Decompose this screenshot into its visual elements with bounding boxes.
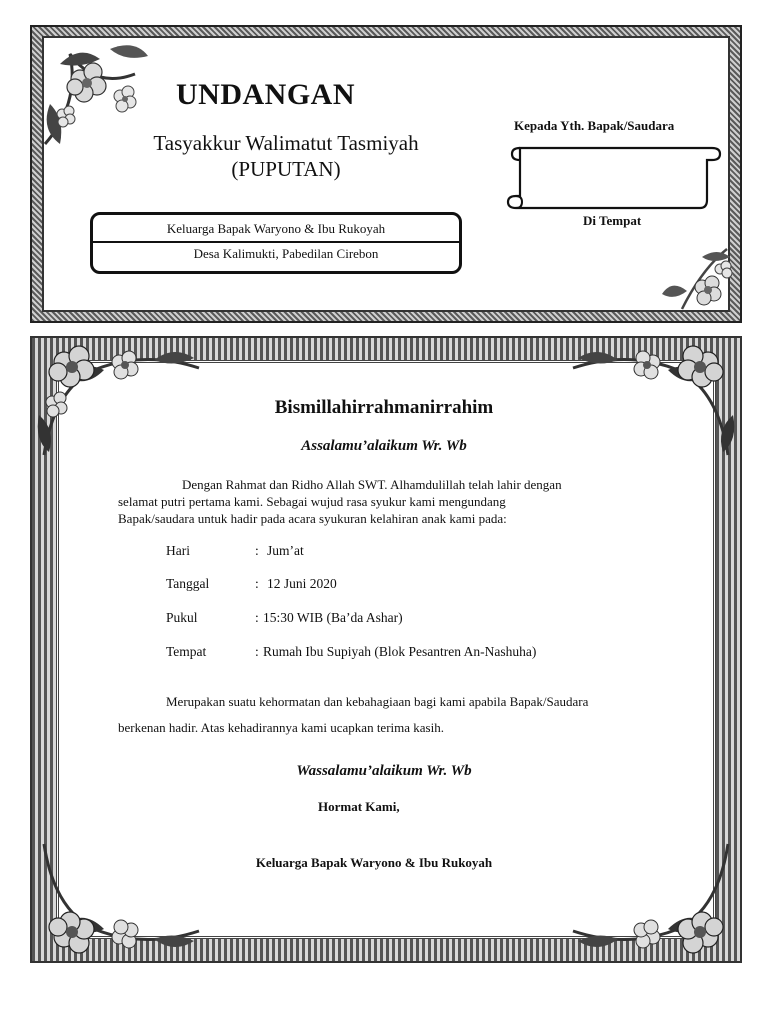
detail-label: Hari (166, 543, 190, 558)
detail-separator: : (255, 610, 259, 625)
intro-line-1: Dengan Rahmat dan Ridho Allah SWT. Alhamdulillah telah lahir dengan (182, 477, 562, 492)
detail-value: Jum’at (267, 543, 304, 558)
host-family-name: Keluarga Bapak Waryono & Ibu Rukoyah (166, 221, 386, 236)
cover-inner-panel (42, 36, 730, 312)
detail-value: Rumah Ibu Supiyah (Blok Pesantren An-Nashuha) (263, 644, 537, 659)
detail-label: Tanggal (166, 576, 210, 591)
detail-label: Tempat (166, 644, 207, 659)
detail-value: 12 Juni 2020 (267, 576, 337, 591)
detail-separator: : (255, 543, 259, 558)
place-label: Di Tempat (583, 213, 642, 228)
closing-line-1: Merupakan suatu kehormatan dan kebahagiaan bagi kami apabila Bapak/Saudara (166, 694, 589, 709)
flower-ornament-bottom-right (642, 239, 732, 314)
closing-greeting: Wassalamu’alaikum Wr. Wb (296, 763, 472, 779)
event-subtitle-detail: (PUPUTAN) (231, 157, 341, 181)
basmalah-heading: Bismillahirrahmanirrahim (274, 397, 494, 418)
closing-line-2: berkenan hadir. Atas kehadirannya kami ucapkan terima kasih. (118, 720, 444, 735)
detail-separator: : (255, 576, 259, 591)
detail-value: 15:30 WIB (Ba’da Ashar) (263, 610, 403, 625)
detail-separator: : (255, 644, 259, 659)
regards-text: Hormat Kami, (318, 799, 400, 814)
host-address: Desa Kalimukti, Pabedilan Cirebon (193, 246, 379, 261)
opening-greeting: Assalamu’alaikum Wr. Wb (301, 438, 467, 454)
intro-line-3: Bapak/saudara untuk hadir pada acara syukuran kelahiran anak kami pada: (118, 511, 507, 526)
detail-label: Pukul (166, 610, 198, 625)
invitation-cover-card (30, 25, 742, 323)
host-family-box (90, 212, 462, 274)
event-subtitle: Tasyakkur Walimatut Tasmiyah (153, 131, 419, 155)
invitation-title: UNDANGAN (176, 78, 355, 111)
recipient-label: Kepada Yth. Bapak/Saudara (514, 118, 675, 133)
intro-line-2: selamat putri pertama kami. Sebagai wujud rasa syukur kami mengundang (118, 494, 506, 509)
host-box-divider (93, 241, 459, 243)
signature-text: Keluarga Bapak Waryono & Ibu Rukoyah (255, 855, 493, 870)
recipient-scroll-icon (502, 138, 722, 213)
